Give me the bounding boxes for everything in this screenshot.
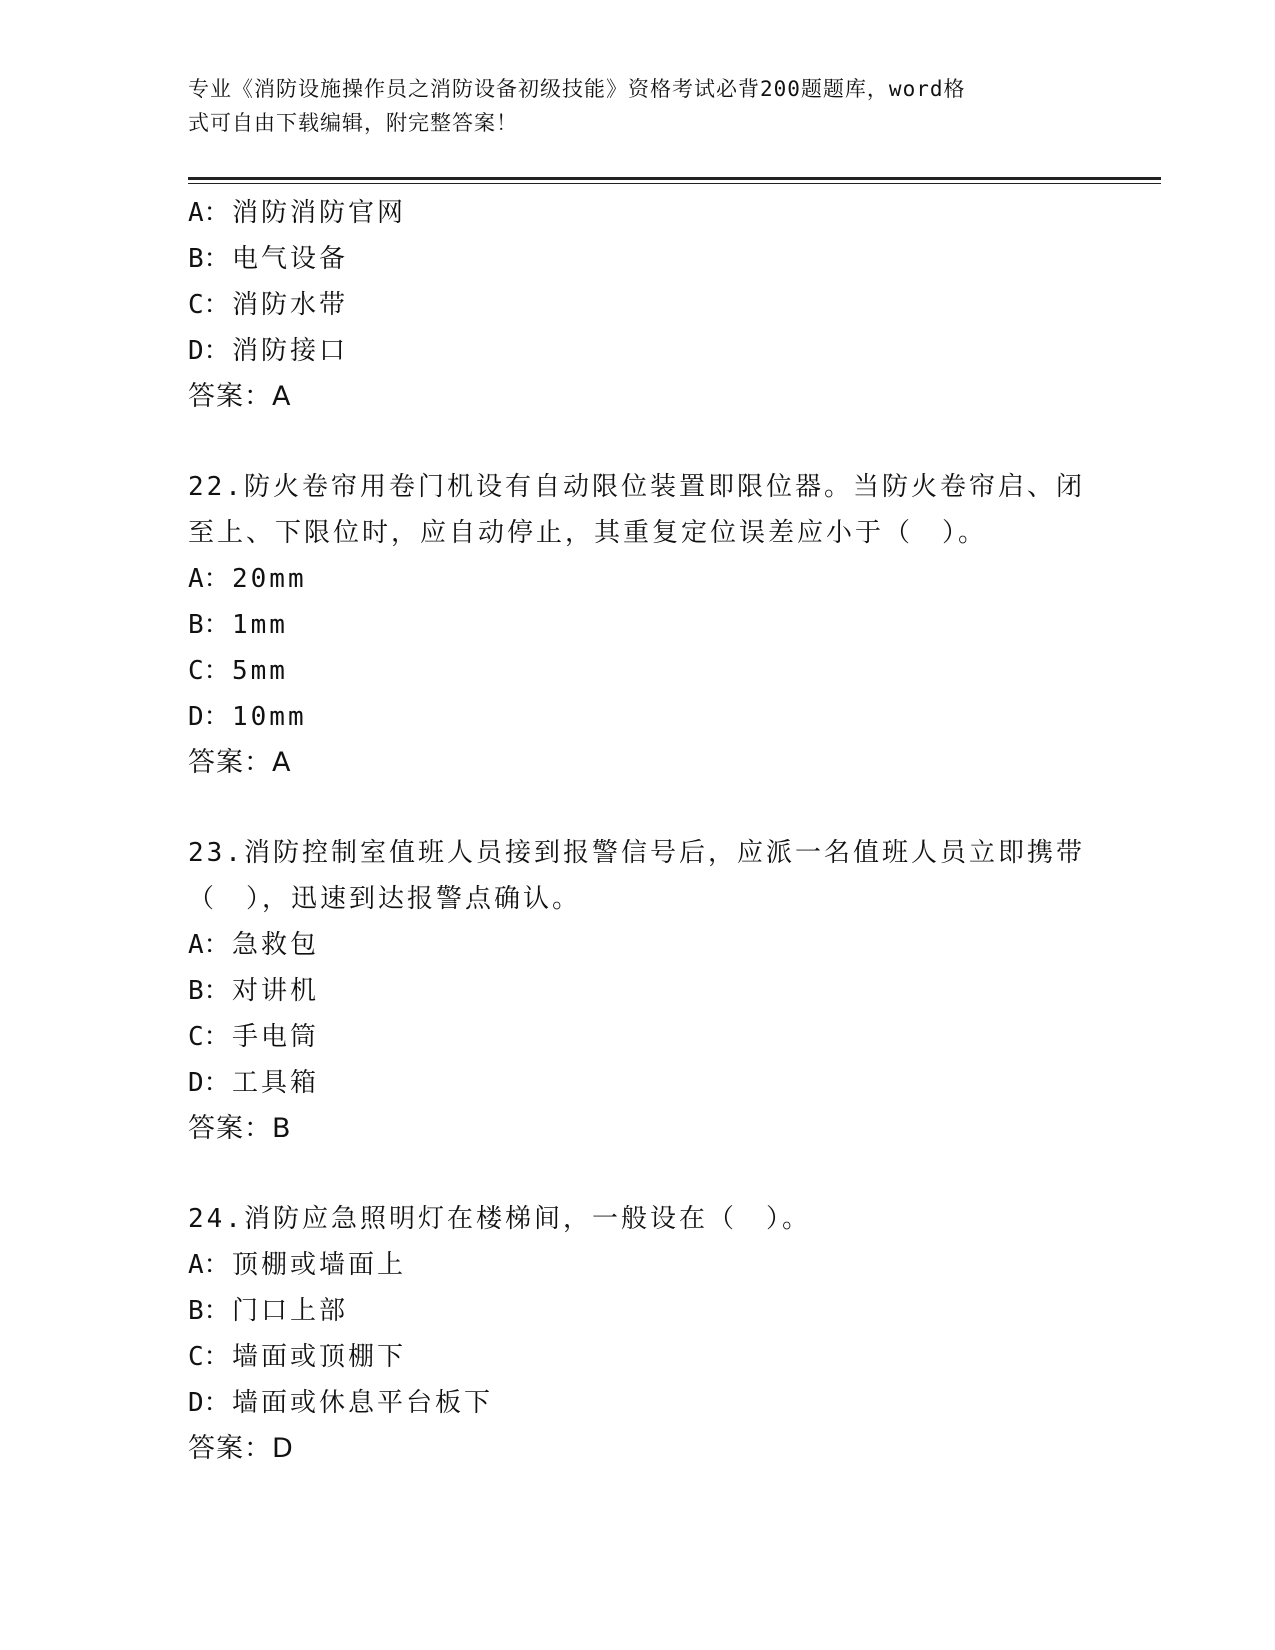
option-c: C：墙面或顶棚下 bbox=[188, 1342, 407, 1372]
option-a: A：20mm bbox=[188, 564, 307, 594]
header-line-2: 式可自由下载编辑，附完整答案！ bbox=[188, 111, 518, 135]
option-b: B：门口上部 bbox=[188, 1296, 349, 1326]
option-d: D：10mm bbox=[188, 702, 307, 732]
question-21 bbox=[188, 190, 1088, 420]
question-23 bbox=[188, 830, 1088, 1152]
document-header bbox=[188, 72, 1088, 140]
header-divider-thick bbox=[188, 177, 1161, 180]
option-c: C：手电筒 bbox=[188, 1022, 320, 1052]
option-d: D：消防接口 bbox=[188, 336, 349, 366]
header-divider-thin bbox=[188, 183, 1161, 184]
question-22 bbox=[188, 464, 1088, 786]
option-a: A：顶棚或墙面上 bbox=[188, 1250, 407, 1280]
header-line-1: 专业《消防设施操作员之消防设备初级技能》资格考试必背200题题库，word格 bbox=[188, 77, 966, 101]
option-d: D：墙面或休息平台板下 bbox=[188, 1388, 494, 1418]
option-c: C：消防水带 bbox=[188, 290, 349, 320]
option-a: A：消防消防官网 bbox=[188, 198, 407, 228]
option-b: B：对讲机 bbox=[188, 976, 320, 1006]
question-text: 24.消防应急照明灯在楼梯间，一般设在（ ）。 bbox=[188, 1204, 811, 1234]
answer: 答案：D bbox=[188, 1433, 294, 1464]
option-d: D：工具箱 bbox=[188, 1068, 320, 1098]
option-c: C：5mm bbox=[188, 656, 288, 686]
answer: 答案：B bbox=[188, 1113, 292, 1144]
question-list bbox=[188, 190, 1088, 1472]
question-text: 22.防火卷帘用卷门机设有自动限位装置即限位器。当防火卷帘启、闭 至上、下限位时，应自动停止，其重复定位误差应小于（ ）。 bbox=[188, 472, 1085, 548]
option-b: B：1mm bbox=[188, 610, 288, 640]
option-a: A：急救包 bbox=[188, 930, 320, 960]
answer: 答案：A bbox=[188, 747, 292, 778]
question-24 bbox=[188, 1196, 1088, 1472]
answer: 答案：A bbox=[188, 381, 292, 412]
question-text: 23.消防控制室值班人员接到报警信号后，应派一名值班人员立即携带 （ ），迅速到达报警点确认。 bbox=[188, 838, 1085, 914]
option-b: B：电气设备 bbox=[188, 244, 349, 274]
